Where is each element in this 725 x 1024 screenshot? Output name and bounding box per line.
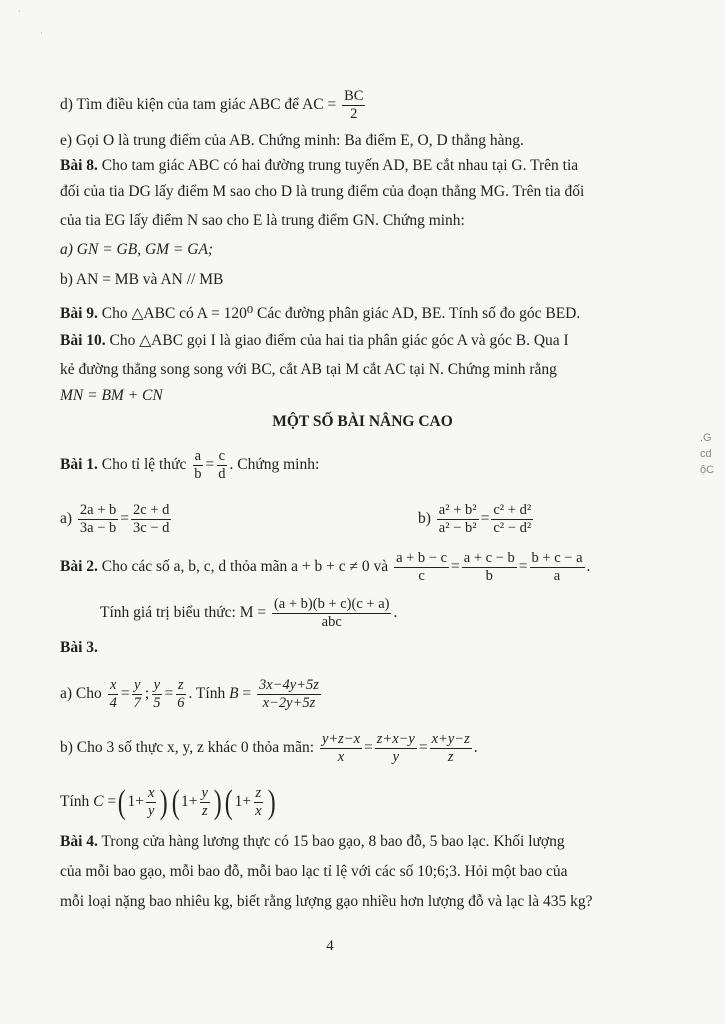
nc-bai4-line3: mỗi loại nặng bao nhiêu kg, biết rằng lượng gạo nhiều hơn lượng đỗ và lạc là 435 kg?	[60, 893, 593, 910]
nc-bai1: Bài 1. Cho tỉ lệ thức $\frac{a}{b}$ = $\frac{c}{d}$ . Chứng minh:	[60, 448, 320, 482]
bai9-label: Bài 9.	[60, 305, 98, 322]
fraction-a-b: $\frac{a}{b}$	[194, 448, 202, 482]
bai8-b: b) AN = MB và AN // MB	[60, 271, 224, 288]
nc-bai1-b: b) $\frac{\text{a² + b²}}{\text{a² − b²}}$ = $\frac{\text{c² + d²}}{\text{c² − d²}}$	[418, 502, 532, 536]
fraction-bc-2: $\frac{BC}{2}$	[344, 88, 364, 122]
fraction: $\frac{\text{a² + b²}}{\text{a² − b²}}$	[438, 502, 477, 536]
nc-bai3-label: Bài 3.	[60, 639, 98, 656]
nc-bai2: Bài 2. Cho các số a, b, c, d thỏa mãn a + b + c ≠ 0 và $\frac{a + b - c}{c}$ = $\frac{a + c - b}{b}$ = $\frac{b + c - a}{a}$ .	[60, 550, 591, 584]
scan-dot: ·	[18, 6, 21, 16]
nc-bai1-label: Bài 1.	[60, 456, 98, 474]
fraction: $\frac{3x-4y+5z}{x-2y+5z}$	[259, 677, 319, 711]
nc-bai2-calc: Tính giá trị biểu thức: M = $\frac{(a + b)(b + c)(c + a)}{\text{abc}}$ .	[100, 596, 398, 630]
bai8-line2: đối của tia DG lấy điểm M sao cho D là trung điểm của đoạn thẳng MG. Trên tia đối	[60, 183, 585, 200]
bai8-a: a) GN = GB, GM = GA;	[60, 241, 214, 258]
fraction: $\frac{a + b - c}{c}$	[396, 550, 448, 584]
bai10-label: Bài 10.	[60, 332, 106, 349]
bai8-line1: Bài 8. Cho tam giác ABC có hai đường trung tuyến AD, BE cắt nhau tại G. Trên tia	[60, 157, 579, 174]
nc-bai4-line1: Bài 4. Trong cửa hàng lương thực có 15 bao gạo, 8 bao đỗ, 5 bao lạc. Khối lượng	[60, 833, 565, 850]
nc-bai3-c: Tính C =( 1+ $\frac{x}{y}$ )( 1+ $\frac{y}{z}$ )( 1+ $\frac{z}{x}$ )	[60, 783, 276, 821]
item-d-text: d) Tìm điều kiện của tam giác ABC để AC =	[60, 96, 337, 114]
bai10-line2: kẻ đường thẳng song song với BC, cắt AB tại M cắt AC tại N. Chứng minh rằng	[60, 361, 557, 378]
bai9: Bài 9. Cho △ABC có A = 120⁰ Các đường phân giác AD, BE. Tính số đo góc BED.	[60, 305, 581, 322]
item-e: e) Gọi O là trung điểm của AB. Chứng minh: Ba điểm E, O, D thẳng hàng.	[60, 132, 524, 149]
nc-bai3-a: a) Cho $\frac{x}{4}$ = $\frac{y}{7}$ ; $\frac{y}{5}$ = $\frac{z}{6}$ . Tính B = $\frac{3x-4y+5z}{x-2y+5z}$	[60, 677, 319, 711]
bai8-label: Bài 8.	[60, 157, 98, 174]
nc-bai3-b: b) Cho 3 số thực x, y, z khác 0 thỏa mãn: $\frac{y+z-x}{x}$ = $\frac{z+x-y}{y}$ = $\frac{x+y-z}{z}$ .	[60, 731, 478, 765]
nc-bai1-a: a) $\frac{2a + b}{3a - b}$ = $\frac{2c + d}{3c - d}$	[60, 502, 170, 536]
item-d	[60, 88, 367, 123]
margin-marks: .G cd ộC	[700, 432, 715, 476]
fraction: $\frac{(a + b)(b + c)(c + a)}{\text{abc}}$	[273, 596, 390, 630]
fraction: $\frac{y+z-x}{x}$	[321, 731, 361, 765]
fraction: $\frac{2a + b}{3a - b}$	[79, 502, 117, 536]
fraction: $\frac{x}{4}$	[109, 677, 117, 711]
bai8-line3: của tia EG lấy điểm N sao cho E là trung điểm GN. Chứng minh:	[60, 212, 465, 229]
nc-bai2-label: Bài 2.	[60, 558, 98, 576]
bai10-line3: MN = BM + CN	[60, 387, 163, 404]
section-title: MỘT SỐ BÀI NÂNG CAO	[272, 413, 453, 430]
nc-bai4-line2: của mỗi bao gạo, mỗi bao đỗ, mỗi bao lạc tỉ lệ với các số 10;6;3. Hỏi một bao của	[60, 863, 568, 880]
page-number: 4	[326, 938, 334, 954]
bai10-line1: Bài 10. Cho △ABC gọi I là giao điểm của hai tia phân giác góc A và góc B. Qua I	[60, 332, 569, 349]
scan-dot: ·	[40, 28, 43, 38]
nc-bai4-label: Bài 4.	[60, 833, 98, 850]
